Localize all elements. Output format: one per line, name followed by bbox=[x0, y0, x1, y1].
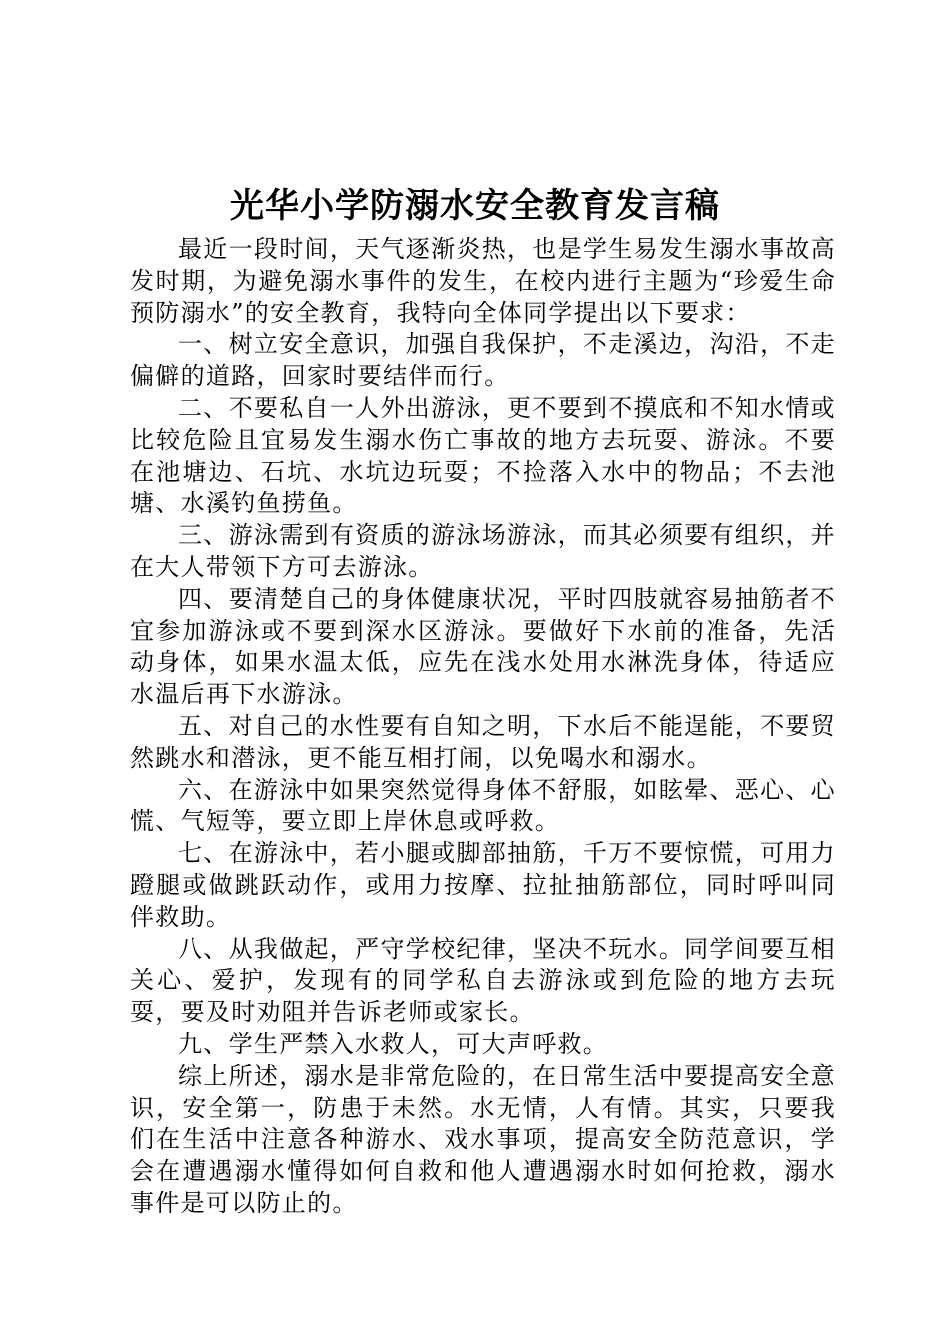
rule-paragraph-8: 八、从我做起，严守学校纪律，坚决不玩水。同学间要互相关心、爱护，发现有的同学私自去游泳或到危险的地方去玩耍，要及时劝阻并告诉老师或家长。 bbox=[130, 934, 836, 1027]
rule-paragraph-2: 二、不要私自一人外出游泳，更不要到不摸底和不知水情或比较危险且宜易发生溺水伤亡事故的地方去玩耍、游泳。不要在池塘边、石坑、水坑边玩耍；不捡落入水中的物品；不去池塘、水溪钓鱼捞鱼。 bbox=[130, 393, 836, 518]
rule-paragraph-3: 三、游泳需到有资质的游泳场游泳，而其必须要有组织，并在大人带领下方可去游泳。 bbox=[130, 521, 836, 581]
document-title: 光华小学防溺水安全教育发言稿 bbox=[230, 186, 720, 226]
rule-paragraph-7: 七、在游泳中，若小腿或脚部抽筋，千万不要惊慌，可用力蹬腿或做跳跃动作，或用力按摩、拉扯抽筋部位，同时呼叫同伴救助。 bbox=[130, 839, 836, 931]
document-body bbox=[130, 234, 836, 1220]
rule-paragraph-4: 四、要清楚自己的身体健康状况，平时四肢就容易抽筋者不宜参加游泳或不要到深水区游泳。要做好下水前的准备，先活动身体，如果水温太低，应先在浅水处用水淋洗身体，待适应水温后再下水游泳。 bbox=[130, 584, 836, 709]
rule-paragraph-1: 一、树立安全意识，加强自我保护，不走溪边，沟沿，不走偏僻的道路，回家时要结伴而行。 bbox=[130, 330, 836, 391]
rule-paragraph-9: 九、学生严禁入水救人，可大声呼救。 bbox=[178, 1029, 609, 1058]
rule-paragraph-5: 五、对自己的水性要有自知之明，下水后不能逞能，不要贸然跳水和潜泳，更不能互相打闹，以免喝水和溺水。 bbox=[130, 711, 836, 772]
conclusion-paragraph: 综上所述，溺水是非常危险的，在日常生活中要提高安全意识，安全第一，防患于未然。水无情，人有情。其实，只要我们在生活中注意各种游水、戏水事项，提高安全防范意识，学会在遭遇溺水懂得如何自救和他人遭遇溺水时如何抢救，溺水事件是可以防止的。 bbox=[130, 1061, 836, 1217]
rule-paragraph-6: 六、在游泳中如果突然觉得身体不舒服，如眩晕、恶心、心慌、气短等，要立即上岸休息或呼救。 bbox=[130, 775, 836, 836]
intro-paragraph: 最近一段时间，天气逐渐炎热，也是学生易发生溺水事故高发时期，为避免溺水事件的发生，在校内进行主题为“珍爱生命预防溺水”的安全教育，我特向全体同学提出以下要求： bbox=[130, 235, 836, 327]
